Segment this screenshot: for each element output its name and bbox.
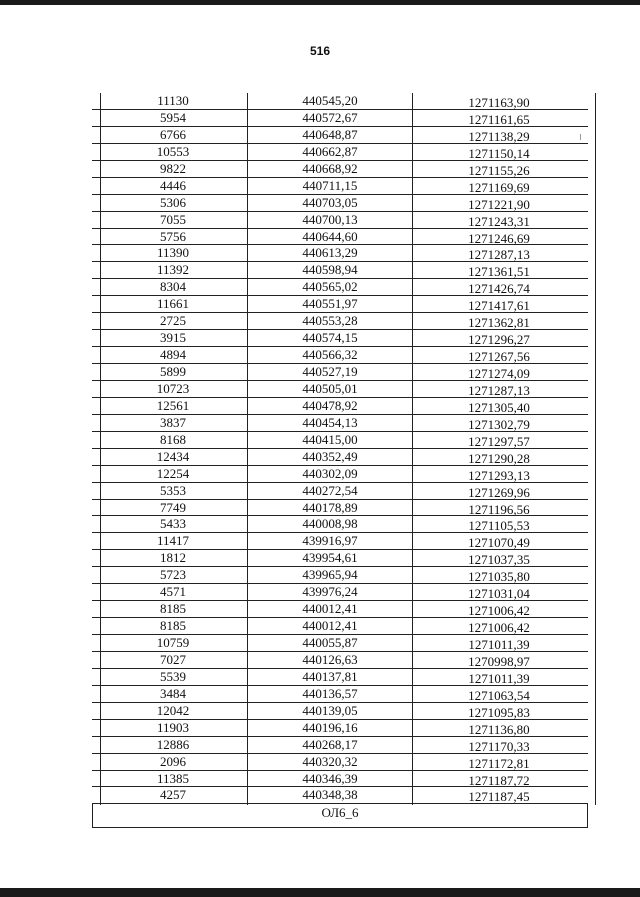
point-id-cell: 7749 [160, 499, 186, 515]
table-footer [92, 804, 588, 828]
x-coordinate-cell: 440272,54 [302, 482, 358, 498]
table-row [92, 144, 588, 161]
table-row [92, 449, 588, 466]
y-coordinate-cell: 1271287,13 [468, 382, 530, 398]
point-id-cell: 11392 [156, 262, 190, 278]
point-id-cell: 11661 [156, 296, 190, 312]
x-coordinate-cell: 439954,61 [302, 550, 358, 566]
point-id-cell: 5539 [160, 668, 186, 684]
y-coordinate-cell: 1271305,40 [468, 399, 530, 415]
table-row [92, 500, 588, 517]
point-id-cell: 2096 [160, 753, 186, 769]
table-row [92, 415, 588, 432]
point-id-cell: 12561 [156, 397, 190, 413]
point-id-cell: 5899 [160, 364, 186, 379]
y-coordinate-cell: 1271150,14 [468, 145, 530, 161]
table-row [92, 771, 588, 788]
table-row [92, 161, 588, 178]
point-id-cell: 12042 [156, 702, 190, 718]
point-id-cell: 8185 [160, 618, 186, 634]
y-coordinate-cell: 1271006,42 [468, 620, 530, 636]
table-row [92, 567, 588, 584]
x-coordinate-cell: 440415,00 [302, 431, 358, 447]
y-coordinate-cell: 1271070,49 [468, 535, 530, 551]
y-coordinate-cell: 1271037,35 [468, 552, 530, 568]
table-row [92, 93, 588, 110]
point-id-cell: 11390 [156, 245, 190, 261]
y-coordinate-cell: 1271196,56 [468, 501, 530, 517]
x-coordinate-cell: 440012,41 [302, 601, 358, 617]
point-id-cell: 10759 [156, 635, 190, 650]
y-coordinate-cell: 1271136,80 [468, 721, 530, 737]
x-coordinate-cell: 440505,01 [302, 380, 358, 396]
x-coordinate-cell: 440545,20 [302, 93, 358, 108]
y-coordinate-cell: 1270998,97 [468, 653, 530, 669]
table-row [92, 754, 588, 771]
point-id-cell: 11385 [156, 770, 190, 786]
x-coordinate-cell: 440268,17 [302, 736, 358, 752]
y-coordinate-cell: 1271417,61 [468, 298, 530, 314]
x-coordinate-cell: 440613,29 [302, 245, 358, 261]
point-id-cell: 10723 [156, 380, 190, 396]
x-coordinate-cell: 440348,38 [302, 787, 358, 803]
footer-label: ОЛ6_6 [321, 805, 359, 821]
scan-bottom-edge [0, 888, 640, 897]
coordinates-table [92, 93, 588, 828]
y-coordinate-cell: 1271426,74 [468, 281, 530, 297]
point-id-cell: 10553 [156, 143, 190, 159]
x-coordinate-cell: 440566,32 [302, 347, 358, 363]
point-id-cell: 11417 [156, 533, 190, 549]
table-row [92, 550, 588, 567]
x-coordinate-cell: 440055,87 [302, 635, 358, 650]
point-id-cell: 3915 [160, 330, 186, 346]
x-coordinate-cell: 439965,94 [302, 567, 358, 583]
table-row [92, 195, 588, 212]
table-row [92, 703, 588, 720]
y-coordinate-cell: 1271287,13 [468, 247, 530, 263]
point-id-cell: 5756 [160, 228, 186, 244]
table-row [92, 720, 588, 737]
point-id-cell: 5353 [160, 482, 186, 498]
table-row [92, 110, 588, 127]
x-coordinate-cell: 440644,60 [302, 228, 358, 244]
x-coordinate-cell: 440352,49 [302, 448, 358, 464]
table-row [92, 296, 588, 313]
x-coordinate-cell: 440454,13 [302, 414, 358, 430]
x-coordinate-cell: 440668,92 [302, 160, 358, 176]
x-coordinate-cell: 440012,41 [302, 618, 358, 634]
point-id-cell: 6766 [160, 126, 186, 142]
table-row [92, 381, 588, 398]
column-divider [595, 93, 596, 805]
y-coordinate-cell: 1271246,69 [468, 230, 530, 246]
y-coordinate-cell: 1271221,90 [468, 196, 530, 212]
x-coordinate-cell: 440137,81 [302, 668, 358, 684]
y-coordinate-cell: 1271011,39 [468, 637, 530, 652]
x-coordinate-cell: 440126,63 [302, 651, 358, 667]
y-coordinate-cell: 1271105,53 [468, 518, 530, 534]
point-id-cell: 12434 [156, 448, 190, 464]
table-row [92, 313, 588, 330]
y-coordinate-cell: 1271170,33 [468, 738, 530, 754]
x-coordinate-cell: 440662,87 [302, 143, 358, 159]
table-row [92, 178, 588, 195]
table-row [92, 584, 588, 601]
y-coordinate-cell: 1271187,45 [468, 789, 530, 805]
table-row [92, 483, 588, 500]
point-id-cell: 8304 [160, 279, 186, 295]
x-coordinate-cell: 440574,15 [302, 330, 358, 346]
table-row [92, 347, 588, 364]
y-coordinate-cell: 1271293,13 [468, 467, 530, 483]
point-id-cell: 7027 [160, 651, 186, 667]
table-row [92, 364, 588, 381]
point-id-cell: 5723 [160, 567, 186, 583]
point-id-cell: 7055 [160, 211, 186, 227]
point-id-cell: 5433 [160, 516, 186, 532]
table-row [92, 516, 588, 533]
point-id-cell: 9822 [160, 160, 186, 176]
x-coordinate-cell: 439976,24 [302, 584, 358, 600]
point-id-cell: 8185 [160, 601, 186, 617]
point-id-cell: 2725 [160, 313, 186, 329]
table-body [92, 93, 588, 804]
point-id-cell: 3837 [160, 414, 186, 430]
x-coordinate-cell: 440139,05 [302, 702, 358, 718]
y-coordinate-cell: 1271296,27 [468, 332, 530, 348]
table-row [92, 601, 588, 618]
table-row [92, 398, 588, 415]
point-id-cell: 12886 [156, 736, 190, 752]
x-coordinate-cell: 440553,28 [302, 313, 358, 329]
scan-top-edge [0, 0, 640, 5]
y-coordinate-cell: 1271155,26 [468, 162, 530, 178]
y-coordinate-cell: 1271302,79 [468, 416, 530, 432]
point-id-cell: 5306 [160, 194, 186, 210]
point-id-cell: 4446 [160, 177, 186, 193]
x-coordinate-cell: 440346,39 [302, 770, 358, 786]
y-coordinate-cell: 1271011,39 [468, 670, 530, 686]
x-coordinate-cell: 440648,87 [302, 126, 358, 142]
y-coordinate-cell: 1271006,42 [468, 603, 530, 619]
x-coordinate-cell: 440703,05 [302, 194, 358, 210]
x-coordinate-cell: 440008,98 [302, 516, 358, 532]
point-id-cell: 12254 [156, 465, 190, 481]
point-id-cell: 11903 [156, 719, 190, 735]
y-coordinate-cell: 1271290,28 [468, 450, 530, 466]
y-coordinate-cell: 1271138,29 [468, 128, 530, 144]
table-row [92, 686, 588, 703]
y-coordinate-cell: 1271035,80 [468, 569, 530, 585]
x-coordinate-cell: 440565,02 [302, 279, 358, 295]
x-coordinate-cell: 440196,16 [302, 719, 358, 735]
x-coordinate-cell: 440711,15 [302, 177, 358, 193]
x-coordinate-cell: 440700,13 [302, 211, 358, 227]
x-coordinate-cell: 440320,32 [302, 753, 358, 769]
table-row [92, 787, 588, 804]
point-id-cell: 3484 [160, 685, 186, 701]
table-row [92, 618, 588, 635]
point-id-cell: 4257 [160, 787, 186, 803]
page-number: 516 [309, 44, 331, 58]
table-row [92, 245, 588, 262]
table-row [92, 330, 588, 347]
table-row [92, 669, 588, 686]
table-row [92, 635, 588, 652]
x-coordinate-cell: 440302,09 [302, 465, 358, 481]
point-id-cell: 4894 [160, 347, 186, 363]
point-id-cell: 4571 [160, 584, 186, 600]
table-row [92, 652, 588, 669]
x-coordinate-cell: 440136,57 [302, 685, 358, 701]
table-row [92, 262, 588, 279]
point-id-cell: 5954 [160, 109, 186, 125]
y-coordinate-cell: 1271297,57 [468, 433, 530, 449]
y-coordinate-cell: 1271269,96 [468, 484, 530, 500]
table-row [92, 466, 588, 483]
x-coordinate-cell: 439916,97 [302, 533, 358, 549]
x-coordinate-cell: 440478,92 [302, 397, 358, 413]
table-row [92, 212, 588, 229]
y-coordinate-cell: 1271362,81 [468, 315, 530, 331]
x-coordinate-cell: 440551,97 [302, 296, 358, 312]
y-coordinate-cell: 1271274,09 [468, 366, 530, 381]
point-id-cell: 1812 [160, 550, 186, 566]
y-coordinate-cell: 1271031,04 [468, 586, 530, 602]
y-coordinate-cell: 1271169,69 [468, 179, 530, 195]
x-coordinate-cell: 440598,94 [302, 262, 358, 278]
x-coordinate-cell: 440572,67 [302, 109, 358, 125]
table-row [92, 737, 588, 754]
table-row [92, 279, 588, 296]
y-coordinate-cell: 1271095,83 [468, 704, 530, 720]
y-coordinate-cell: 1271361,51 [468, 264, 530, 280]
x-coordinate-cell: 440527,19 [302, 364, 358, 379]
point-id-cell: 8168 [160, 431, 186, 447]
table-row [92, 432, 588, 449]
y-coordinate-cell: 1271161,65 [468, 111, 530, 127]
y-coordinate-cell: 1271163,90 [468, 95, 530, 110]
table-row [92, 127, 588, 144]
x-coordinate-cell: 440178,89 [302, 499, 358, 515]
table-row [92, 229, 588, 246]
table-row [92, 533, 588, 550]
y-coordinate-cell: 1271267,56 [468, 349, 530, 365]
y-coordinate-cell: 1271243,31 [468, 213, 530, 229]
y-coordinate-cell: 1271187,72 [468, 772, 530, 788]
y-coordinate-cell: 1271063,54 [468, 687, 530, 703]
point-id-cell: 11130 [157, 93, 189, 108]
y-coordinate-cell: 1271172,81 [468, 755, 530, 771]
